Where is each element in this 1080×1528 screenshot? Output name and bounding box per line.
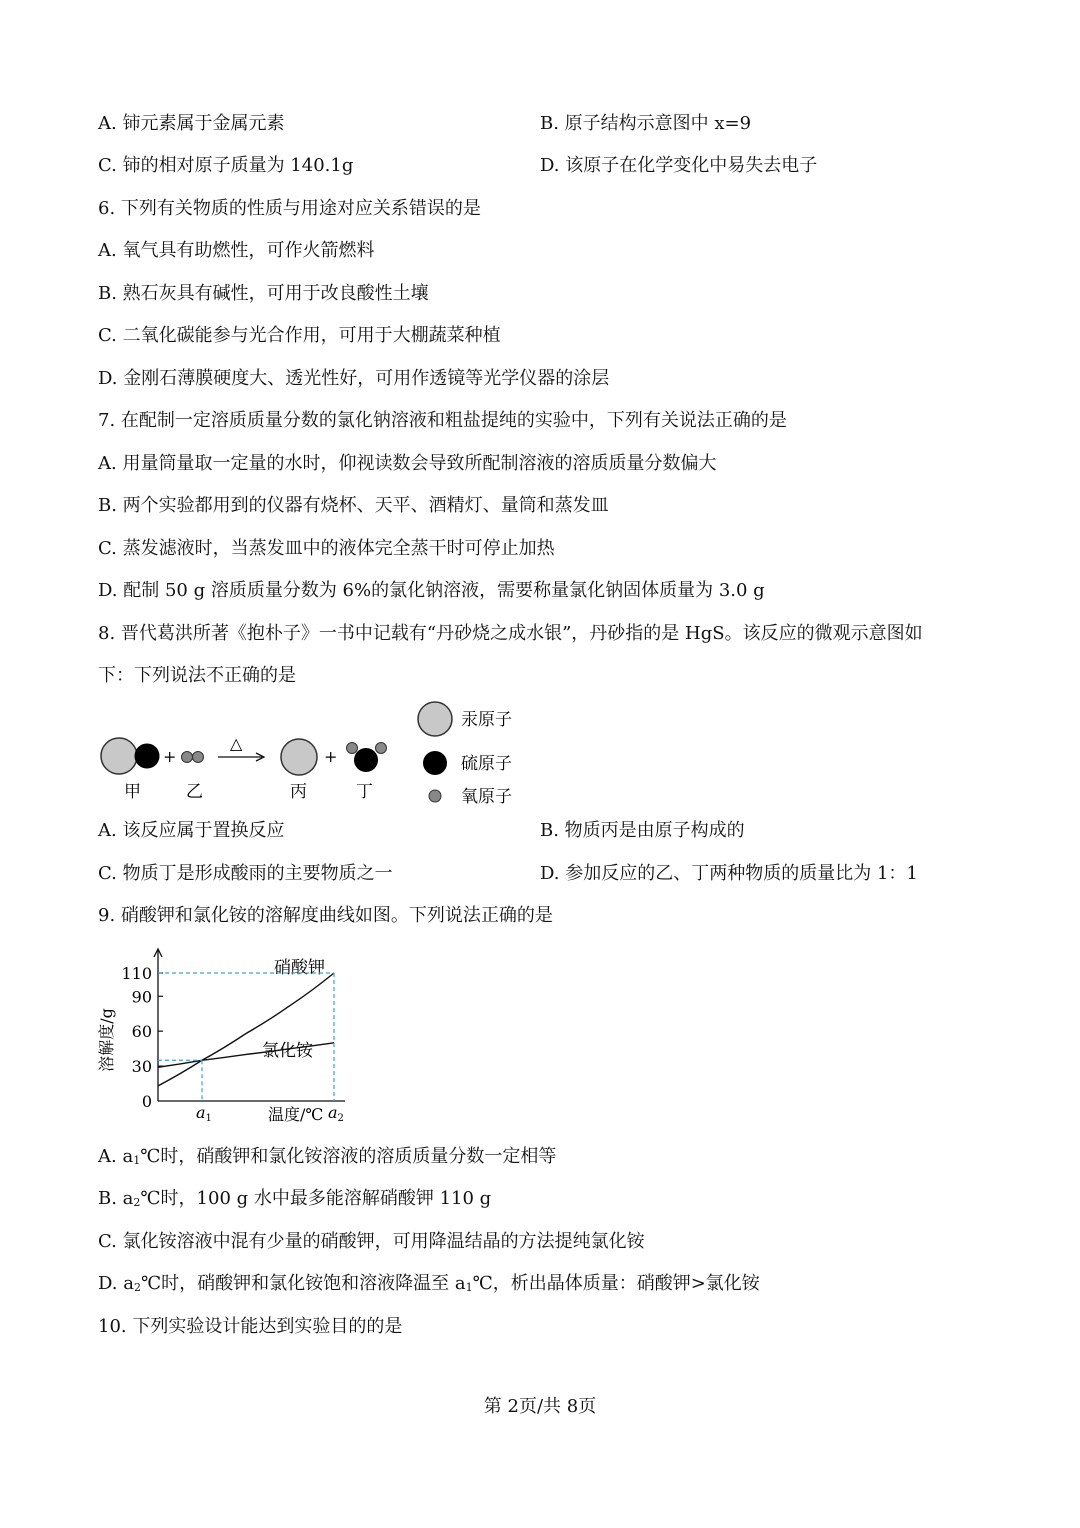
y-tick-label: 0 xyxy=(141,1092,152,1111)
q9-option-c: C. 氯化铵溶液中混有少量的硝酸钾，可用降温结晶的方法提纯氯化铵 xyxy=(98,1231,645,1252)
q7-option-a: A. 用量筒量取一定量的水时，仰视读数会导致所配制溶液的溶质质量分数偏大 xyxy=(98,453,717,474)
q9-stem: 9. 硝酸钾和氯化铵的溶解度曲线如图。下列说法正确的是 xyxy=(98,905,553,926)
label-jia: 甲 xyxy=(124,782,141,802)
series-curve-0 xyxy=(158,973,334,1086)
y-tick-label: 60 xyxy=(131,1022,152,1042)
q8-option-b: B. 物质丙是由原子构成的 xyxy=(540,820,745,841)
y-tick-label: 90 xyxy=(131,987,152,1007)
reaction-diagram xyxy=(90,695,540,810)
label-yi: 乙 xyxy=(186,782,203,802)
q7-option-b: B. 两个实验都用到的仪器有烧杯、天平、酒精灯、量筒和蒸发皿 xyxy=(98,495,609,516)
q8-option-d: D. 参加反应的乙、丁两种物质的质量比为 1：1 xyxy=(540,863,918,884)
yi-oxygen-atom-2 xyxy=(193,752,204,763)
q5-option-a: A. 铈元素属于金属元素 xyxy=(98,113,285,134)
jia-mercury-atom xyxy=(101,738,137,774)
q7-option-d: D. 配制 50 g 溶质质量分数为 6%的氯化钠溶液，需要称量氯化钠固体质量为 3.0 g xyxy=(98,580,765,601)
label-bing: 丙 xyxy=(290,782,307,802)
ding-oxygen-atom-2 xyxy=(376,743,387,754)
q5-option-b: B. 原子结构示意图中 x=9 xyxy=(540,113,752,134)
legend-mercury-icon xyxy=(418,702,452,736)
y-tick-label: 110 xyxy=(121,964,152,983)
heat-condition: △ xyxy=(230,734,243,753)
q8-option-a: A. 该反应属于置换反应 xyxy=(98,820,285,841)
legend-oxygen-icon xyxy=(429,790,441,802)
jia-sulfur-atom xyxy=(135,744,159,768)
q5-option-c: C. 铈的相对原子质量为 140.1g xyxy=(98,155,354,176)
q6-stem: 6. 下列有关物质的性质与用途对应关系错误的是 xyxy=(98,198,481,219)
y-tick-label: 30 xyxy=(131,1057,152,1077)
ding-oxygen-atom-1 xyxy=(347,743,358,754)
q7-stem: 7. 在配制一定溶质质量分数的氯化钠溶液和粗盐提纯的实验中，下列有关说法正确的是 xyxy=(98,410,787,431)
x-axis-label: 温度/℃ xyxy=(268,1105,324,1124)
legend-oxygen-label: 氧原子 xyxy=(461,787,512,807)
solubility-chart xyxy=(90,940,350,1130)
y-axis-label: 溶解度/g xyxy=(97,1008,116,1072)
q5-option-d: D. 该原子在化学变化中易失去电子 xyxy=(540,155,818,176)
plus-sign-1: + xyxy=(163,747,177,766)
q6-option-d: D. 金刚石薄膜硬度大、透光性好，可用作透镜等光学仪器的涂层 xyxy=(98,368,610,389)
yi-oxygen-atom-1 xyxy=(182,752,193,763)
legend-sulfur-icon xyxy=(423,751,447,775)
x-tick-a1: a1 xyxy=(196,1103,212,1124)
bing-mercury-atom xyxy=(281,739,317,775)
q9-option-b: B. $a_2℃$时，100 g 水中最多能溶解硝酸钾 110 g xyxy=(98,1188,492,1209)
legend-sulfur-label: 硫原子 xyxy=(461,754,512,774)
q8-option-c: C. 物质丁是形成酸雨的主要物质之一 xyxy=(98,863,393,884)
page-footer: 第 2页/共 8页 xyxy=(483,1396,597,1417)
series-label-nh4cl: 氯化铵 xyxy=(262,1041,313,1061)
q6-option-b: B. 熟石灰具有碱性，可用于改良酸性土壤 xyxy=(98,283,429,304)
q9-option-a: A. $a_1℃$时，硝酸钾和氯化铵溶液的溶质质量分数一定相等 xyxy=(98,1146,557,1167)
q6-option-c: C. 二氧化碳能参与光合作用，可用于大棚蔬菜种植 xyxy=(98,325,501,346)
q8-stem-line2: 下：下列说法不正确的是 xyxy=(98,665,296,686)
q7-option-c: C. 蒸发滤液时，当蒸发皿中的液体完全蒸干时可停止加热 xyxy=(98,538,555,559)
q8-stem-line1: 8. 晋代葛洪所著《抱朴子》一书中记载有“丹砂烧之成水银”，丹砂指的是 HgS。该反应的微观示意图如 xyxy=(98,623,923,644)
label-ding: 丁 xyxy=(356,782,373,802)
q10-stem: 10. 下列实验设计能达到实验目的的是 xyxy=(98,1316,403,1337)
legend-mercury-label: 汞原子 xyxy=(461,710,512,730)
x-tick-a2: a2 xyxy=(328,1103,344,1124)
q6-option-a: A. 氧气具有助燃性，可作火箭燃料 xyxy=(98,240,375,261)
q9-option-d: D. $a_2℃$时，硝酸钾和氯化铵饱和溶液降温至 $a_1℃$，析出晶体质量：硝酸钾>氯化铵 xyxy=(98,1273,760,1294)
ding-sulfur-atom xyxy=(354,748,378,772)
series-label-kno3: 硝酸钾 xyxy=(274,958,325,978)
plus-sign-2: + xyxy=(324,747,338,766)
